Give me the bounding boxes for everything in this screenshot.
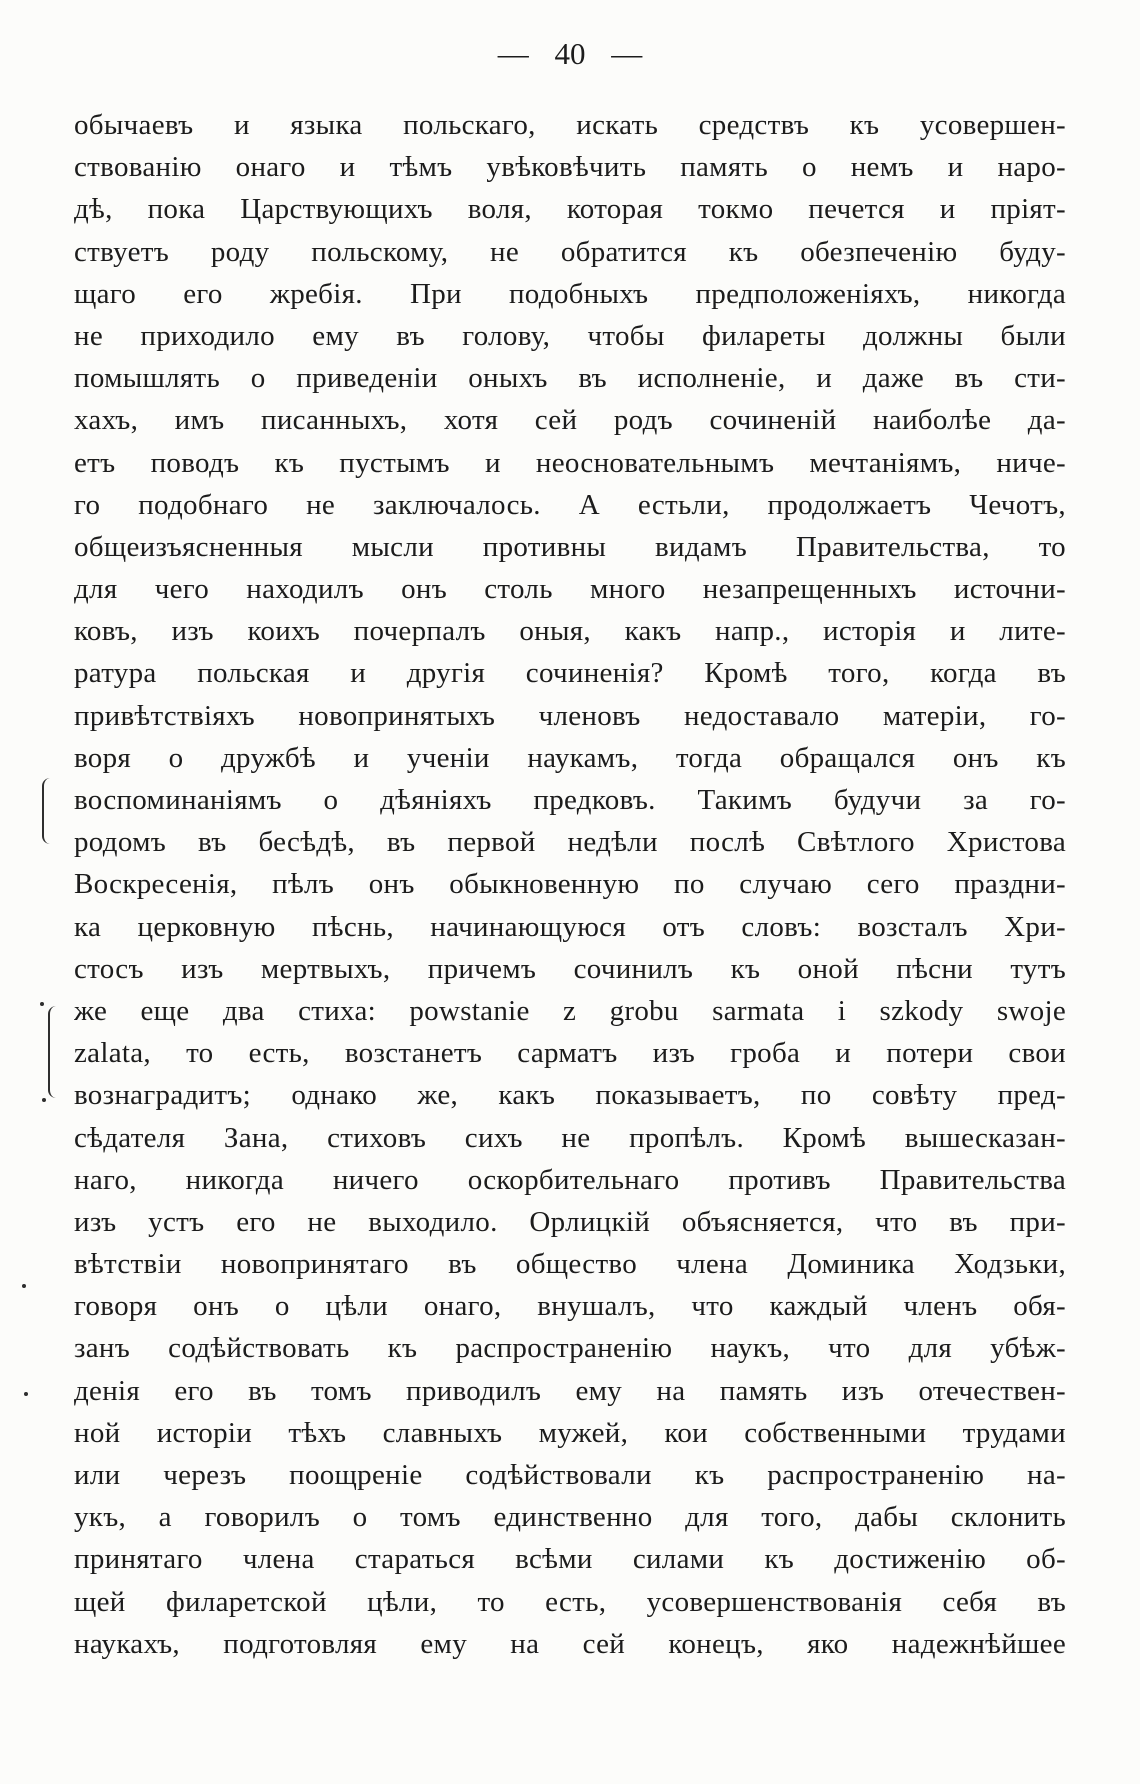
text-line: или черезъ поощреніе содѣйствовали къ распространенію на- xyxy=(74,1459,1066,1491)
text-line: хахъ, имъ писанныхъ, хотя сей родъ сочиненій наиболѣе да- xyxy=(74,404,1066,437)
text-line: для чего находилъ онъ столь много незапрещенныхъ источни- xyxy=(74,573,1066,606)
text-line: родомъ въ бесѣдѣ, въ первой недѣли послѣ Свѣтлого Христова xyxy=(74,826,1066,859)
text-line: ковъ, изъ коихъ почерпалъ оныя, какъ напр., исторія и лите- xyxy=(74,615,1066,648)
text-line: zalata, то есть, возстанетъ сарматъ изъ гроба и потери свои xyxy=(74,1037,1066,1070)
text-line: денія его въ томъ приводилъ ему на память изъ отечествен- xyxy=(74,1374,1066,1407)
text-line: изъ устъ его не выходило. Орлицкій объясняется, что въ при- xyxy=(74,1205,1066,1238)
text-line: Воскресенія, пѣлъ онъ обыкновенную по случаю сего праздни- xyxy=(74,868,1066,901)
text-line: сѣдателя Зана, стиховъ сихъ не пропѣлъ. Кромѣ вышесказан- xyxy=(74,1121,1066,1154)
text-line: вознаградитъ; однако же, какъ показываетъ, по совѣту пред- xyxy=(74,1079,1066,1112)
text-line: го подобнаго не заключалось. А естьли, продолжаетъ Чечотъ, xyxy=(74,488,1066,521)
text-line: принятаго члена стараться всѣми силами къ достиженію об- xyxy=(74,1543,1066,1576)
margin-dot-mark xyxy=(24,1392,28,1396)
text-line: занъ содѣйствовать къ распространенію наукъ, что для убѣж- xyxy=(74,1332,1066,1365)
text-line: ка церковную пѣснь, начинающуюся отъ словъ: возсталъ Хри- xyxy=(74,910,1066,943)
text-line: же еще два стиха: powstanie z grobu sarmata i szkody swoje xyxy=(74,994,1066,1027)
margin-bracket-mark xyxy=(42,778,50,844)
text-line: стосъ изъ мертвыхъ, причемъ сочинилъ къ оной пѣсни тутъ xyxy=(74,952,1066,985)
text-line: привѣтствіяхъ новопринятыхъ членовъ недоставало матеріи, го- xyxy=(74,699,1066,732)
text-line: наукахъ, подготовляя ему на сей конецъ, яко надежнѣйшее xyxy=(74,1627,1066,1660)
page-number: — 40 — xyxy=(497,36,643,71)
text-line: обычаевъ и языка польскаго, искать средствъ къ усовершен- xyxy=(74,109,1066,141)
page-text xyxy=(74,104,1066,1665)
text-line: ратура польская и другія сочиненія? Кромѣ того, когда въ xyxy=(74,657,1066,690)
text-line: щей филаретской цѣли, то есть, усовершенствованія себя въ xyxy=(74,1585,1066,1618)
text-line: говоря онъ о цѣли онаго, внушалъ, что каждый членъ обя- xyxy=(74,1290,1066,1323)
text-line: ствованію онаго и тѣмъ увѣковѣчить память о немъ и наро- xyxy=(74,151,1066,184)
text-line: дѣ, пока Царствующихъ воля, которая токмо печется и пріят- xyxy=(74,193,1066,226)
text-line: щаго его жребія. При подобныхъ предположеніяхъ, никогда xyxy=(74,277,1066,310)
text-line: не приходило ему въ голову, чтобы филареты должны были xyxy=(74,319,1066,352)
text-line: воря о дружбѣ и ученіи наукамъ, тогда обращался онъ къ xyxy=(74,741,1066,774)
margin-dot-mark xyxy=(40,1002,44,1006)
text-line: воспоминаніямъ о дѣяніяхъ предковъ. Такимъ будучи за го- xyxy=(74,784,1066,816)
text-line: общеизъясненныя мысли противны видамъ Правительства, то xyxy=(74,530,1066,563)
text-line: укъ, а говорилъ о томъ единственно для того, дабы склонить xyxy=(74,1501,1066,1534)
text-line: ной исторіи тѣхъ славныхъ мужей, кои собственными трудами xyxy=(74,1416,1066,1449)
margin-dot-mark xyxy=(42,1098,46,1102)
text-line: вѣтствіи новопринятаго въ общество члена Доминика Ходзьки, xyxy=(74,1248,1066,1281)
margin-dot-mark xyxy=(22,1284,26,1288)
text-line: етъ поводъ къ пустымъ и неосновательнымъ мечтаніямъ, ниче- xyxy=(74,446,1066,479)
text-line: наго, никогда ничего оскорбительнаго противъ Правительства xyxy=(74,1163,1066,1196)
margin-bracket-mark xyxy=(48,1006,56,1098)
text-line: помышлять о приведеніи оныхъ въ исполненіе, и даже въ сти- xyxy=(74,362,1066,395)
text-line: ствуетъ роду польскому, не обратится къ обезпеченію буду- xyxy=(74,235,1066,268)
